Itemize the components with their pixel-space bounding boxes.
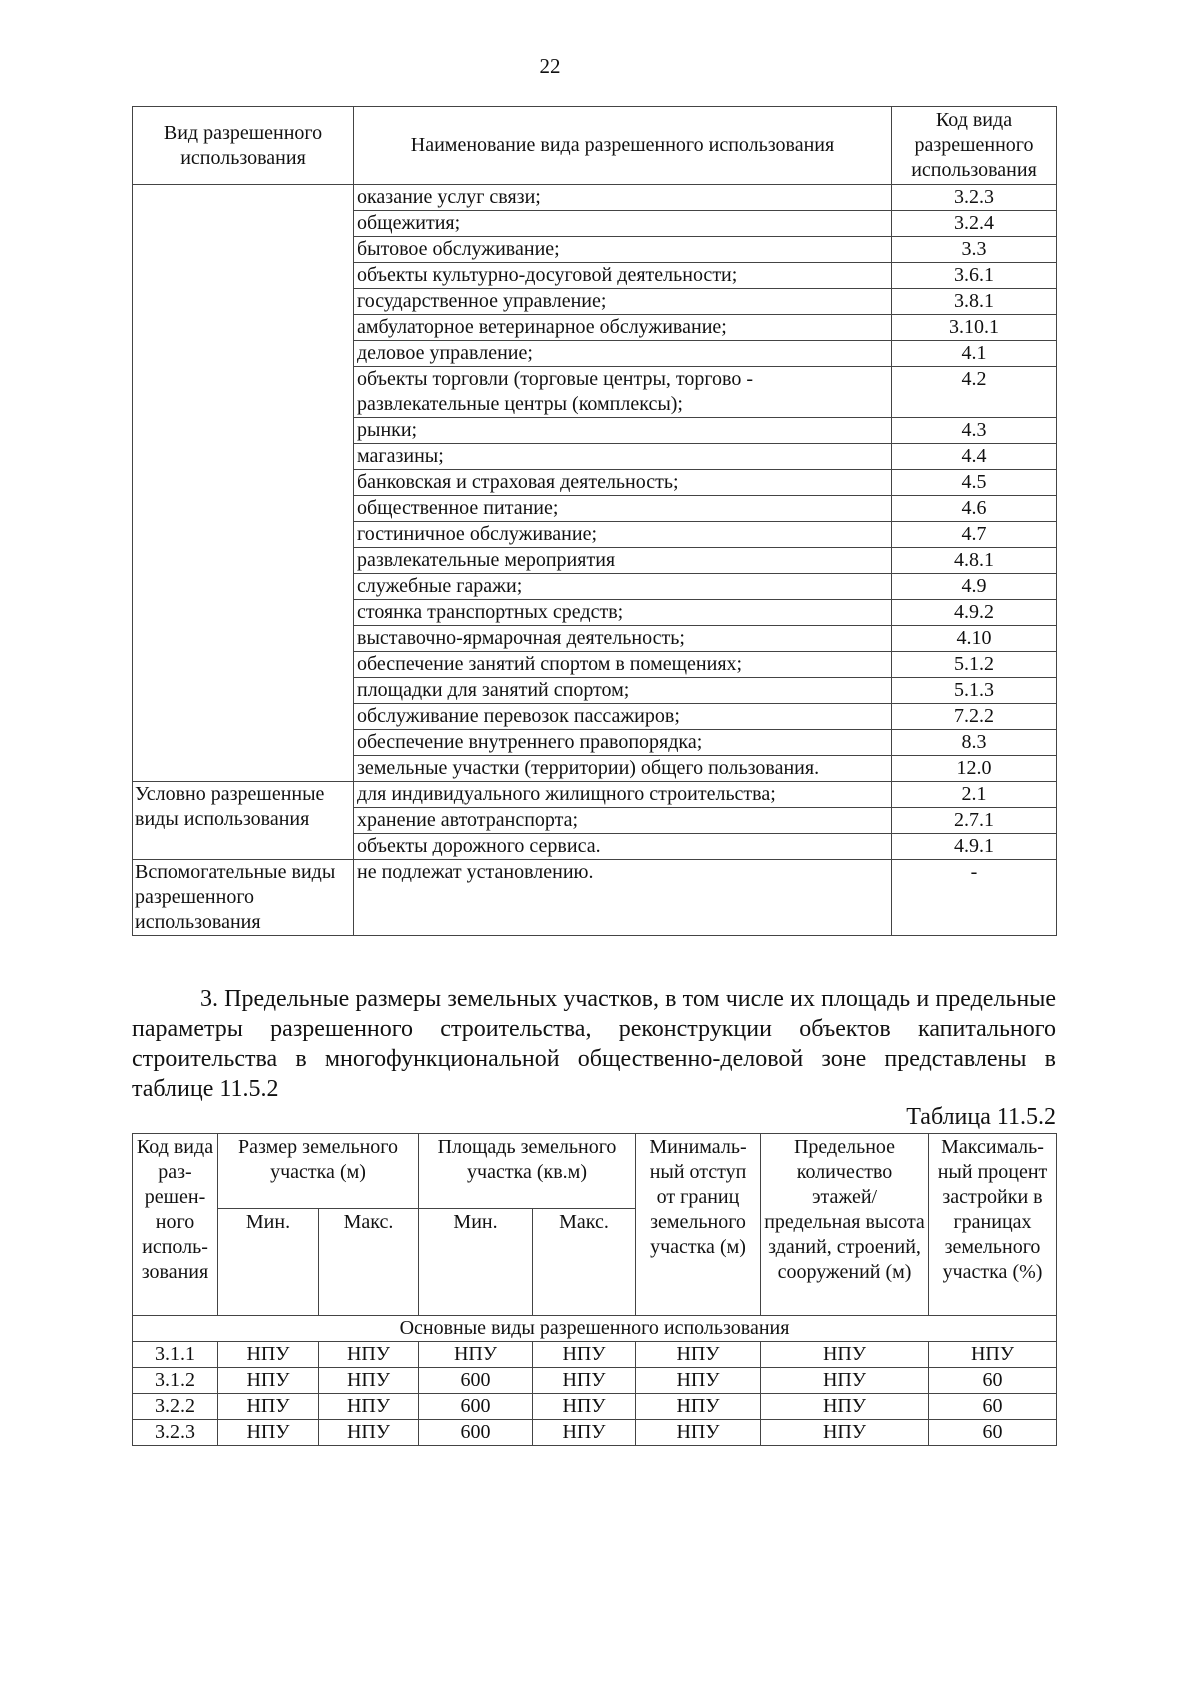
cell-area-max: НПУ <box>533 1394 636 1420</box>
header-coverage: Максималь-ный процент застройки в границах земельного участка (%) <box>929 1134 1057 1316</box>
cell-floors: НПУ <box>761 1342 929 1368</box>
table-row <box>133 1394 1057 1420</box>
use-code: 4.10 <box>892 626 1057 652</box>
cell-size-max: НПУ <box>319 1342 419 1368</box>
use-name: амбулаторное ветеринарное обслуживание; <box>354 315 892 341</box>
use-code: 3.6.1 <box>892 263 1057 289</box>
cell-area-max: НПУ <box>533 1342 636 1368</box>
use-code: 5.1.3 <box>892 678 1057 704</box>
use-code: 3.2.4 <box>892 211 1057 237</box>
cell-area-max: НПУ <box>533 1420 636 1446</box>
cell-area-min: 600 <box>419 1394 533 1420</box>
cell-code: 3.2.3 <box>133 1420 218 1446</box>
header-plot-area: Площадь земельного участка (кв.м) <box>419 1134 636 1209</box>
use-name: рынки; <box>354 418 892 444</box>
cell-coverage: НПУ <box>929 1342 1057 1368</box>
cell-size-min: НПУ <box>218 1420 319 1446</box>
use-name: объекты дорожного сервиса. <box>354 834 892 860</box>
permitted-use-table-body <box>133 185 1057 936</box>
cell-area-min: 600 <box>419 1368 533 1394</box>
use-name: площадки для занятий спортом; <box>354 678 892 704</box>
use-name: не подлежат установлению. <box>354 860 892 936</box>
use-code: 2.7.1 <box>892 808 1057 834</box>
use-code: 4.6 <box>892 496 1057 522</box>
header-size-max: Макс. <box>319 1209 419 1316</box>
cell-code: 3.1.1 <box>133 1342 218 1368</box>
table-row <box>133 1368 1057 1394</box>
use-category <box>133 185 354 782</box>
cell-area-min: НПУ <box>419 1342 533 1368</box>
page-number: 22 <box>539 54 561 78</box>
use-code: 4.9 <box>892 574 1057 600</box>
use-code: 5.1.2 <box>892 652 1057 678</box>
use-code: 4.8.1 <box>892 548 1057 574</box>
use-name: государственное управление; <box>354 289 892 315</box>
use-name: оказание услуг связи; <box>354 185 892 211</box>
cell-size-min: НПУ <box>218 1342 319 1368</box>
use-category: Вспомогательные виды разрешенного использования <box>133 860 354 936</box>
use-code: 3.2.3 <box>892 185 1057 211</box>
cell-area-min: 600 <box>419 1420 533 1446</box>
use-code: 3.3 <box>892 237 1057 263</box>
table-row <box>133 860 1057 936</box>
use-name: общежития; <box>354 211 892 237</box>
header-code: Код вида раз-решен-ного исполь-зования <box>133 1134 218 1316</box>
use-name: магазины; <box>354 444 892 470</box>
table-row <box>133 1420 1057 1446</box>
use-category: Условно разрешенные виды использования <box>133 782 354 860</box>
cell-coverage: 60 <box>929 1368 1057 1394</box>
use-code: 7.2.2 <box>892 704 1057 730</box>
header-area-min: Мин. <box>419 1209 533 1316</box>
use-code: 2.1 <box>892 782 1057 808</box>
table-row <box>133 1342 1057 1368</box>
cell-setback: НПУ <box>636 1420 761 1446</box>
header-plot-size: Размер земельного участка (м) <box>218 1134 419 1209</box>
use-name: обеспечение занятий спортом в помещениях; <box>354 652 892 678</box>
use-name: банковская и страховая деятельность; <box>354 470 892 496</box>
cell-size-max: НПУ <box>319 1420 419 1446</box>
header-use-code: Код вида разрешенного использования <box>892 107 1057 185</box>
cell-coverage: 60 <box>929 1394 1057 1420</box>
use-code: 4.7 <box>892 522 1057 548</box>
table-row <box>133 782 1057 808</box>
use-code: 12.0 <box>892 756 1057 782</box>
cell-size-min: НПУ <box>218 1394 319 1420</box>
use-name: хранение автотранспорта; <box>354 808 892 834</box>
cell-setback: НПУ <box>636 1368 761 1394</box>
section-paragraph: 3. Предельные размеры земельных участков, в том числе их площадь и предельные параметры разрешенного строительства, реконструкции объектов капитального строительства в многофункциональной общественно-деловой зоне представлены в таблице 11.5.2 <box>132 986 1056 1102</box>
cell-floors: НПУ <box>761 1420 929 1446</box>
cell-coverage: 60 <box>929 1420 1057 1446</box>
cell-setback: НПУ <box>636 1342 761 1368</box>
header-setback: Минималь-ный отступ от границ земельного участка (м) <box>636 1134 761 1316</box>
use-code: 4.9.1 <box>892 834 1057 860</box>
use-name: бытовое обслуживание; <box>354 237 892 263</box>
use-name: для индивидуального жилищного строительства; <box>354 782 892 808</box>
header-area-max: Макс. <box>533 1209 636 1316</box>
use-name: развлекательные мероприятия <box>354 548 892 574</box>
permitted-use-table <box>132 106 1057 936</box>
use-name: выставочно-ярмарочная деятельность; <box>354 626 892 652</box>
use-name: служебные гаражи; <box>354 574 892 600</box>
use-code: 4.5 <box>892 470 1057 496</box>
use-name: обслуживание перевозок пассажиров; <box>354 704 892 730</box>
header-floors: Предельное количество этажей/ предельная высота зданий, строений, сооружений (м) <box>761 1134 929 1316</box>
cell-floors: НПУ <box>761 1368 929 1394</box>
cell-size-max: НПУ <box>319 1368 419 1394</box>
use-name: земельные участки (территории) общего пользования. <box>354 756 892 782</box>
use-code: 8.3 <box>892 730 1057 756</box>
use-name: гостиничное обслуживание; <box>354 522 892 548</box>
header-use-name: Наименование вида разрешенного использования <box>354 107 892 185</box>
use-name: объекты культурно-досуговой деятельности; <box>354 263 892 289</box>
cell-floors: НПУ <box>761 1394 929 1420</box>
use-code: 4.9.2 <box>892 600 1057 626</box>
use-name: объекты торговли (торговые центры, торгово - развлекательные центры (комплексы); <box>354 367 892 418</box>
use-name: деловое управление; <box>354 341 892 367</box>
cell-code: 3.1.2 <box>133 1368 218 1394</box>
plot-parameters-table-body <box>133 1316 1057 1446</box>
use-code: 3.8.1 <box>892 289 1057 315</box>
use-name: обеспечение внутреннего правопорядка; <box>354 730 892 756</box>
use-code: 4.3 <box>892 418 1057 444</box>
header-size-min: Мин. <box>218 1209 319 1316</box>
cell-size-min: НПУ <box>218 1368 319 1394</box>
use-code: 3.10.1 <box>892 315 1057 341</box>
section-title: Основные виды разрешенного использования <box>133 1316 1057 1342</box>
plot-parameters-table <box>132 1133 1057 1446</box>
table-row <box>133 185 1057 211</box>
use-code: 4.2 <box>892 367 1057 418</box>
cell-area-max: НПУ <box>533 1368 636 1394</box>
header-use-type: Вид разрешенного использования <box>133 107 354 185</box>
use-name: общественное питание; <box>354 496 892 522</box>
cell-code: 3.2.2 <box>133 1394 218 1420</box>
use-code: - <box>892 860 1057 936</box>
cell-size-max: НПУ <box>319 1394 419 1420</box>
use-code: 4.4 <box>892 444 1057 470</box>
use-code: 4.1 <box>892 341 1057 367</box>
cell-setback: НПУ <box>636 1394 761 1420</box>
table-caption: Таблица 11.5.2 <box>906 1104 1056 1130</box>
use-name: стоянка транспортных средств; <box>354 600 892 626</box>
